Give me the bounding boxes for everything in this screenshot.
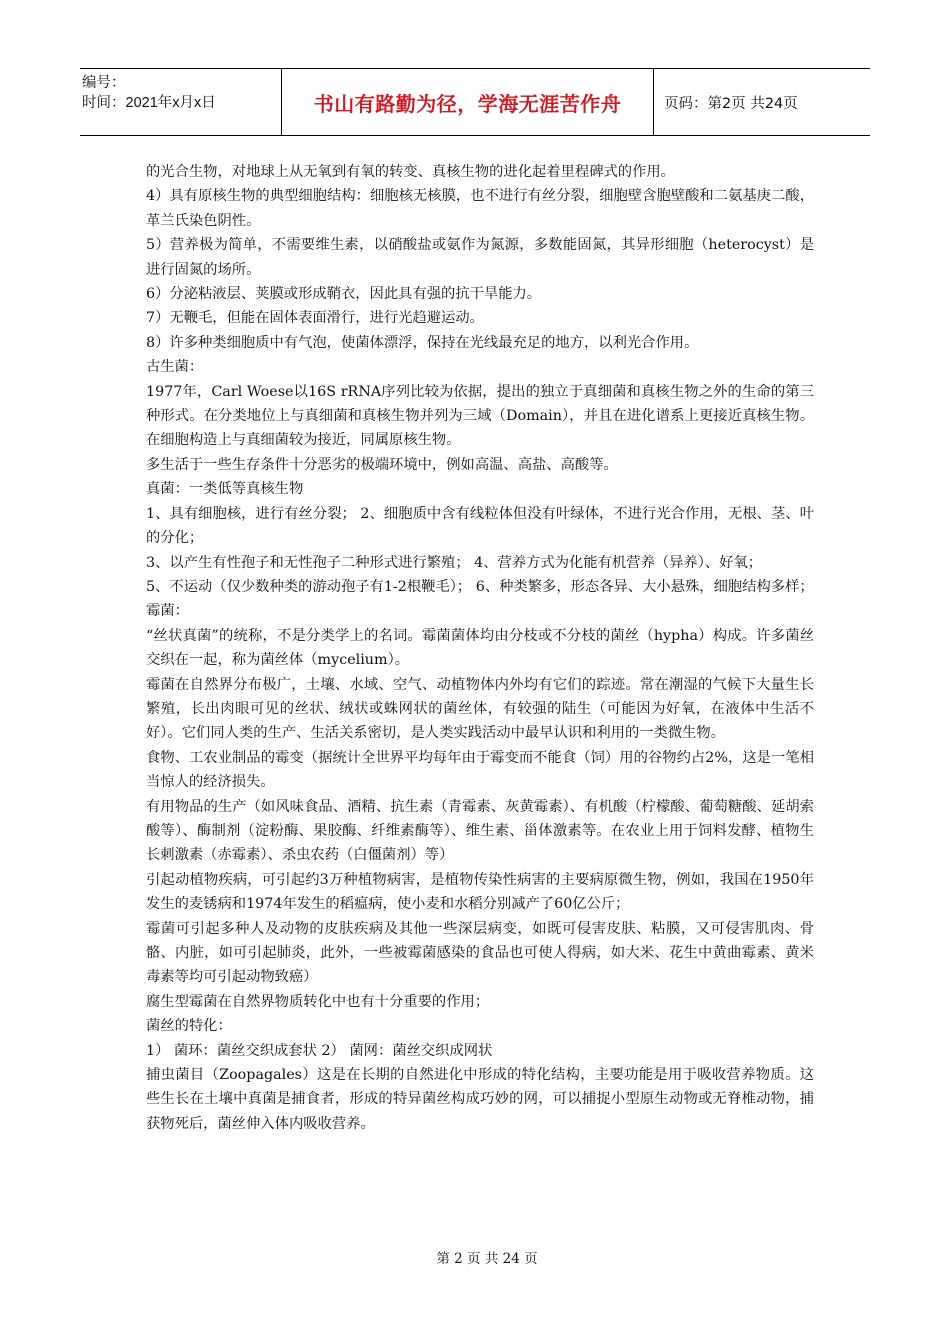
paragraph: 引起动植物疾病，可引起约3万种植物病害，是植物传染性病害的主要病原微生物，例如，我国在1950年发生的麦锈病和1974年发生的稻瘟病，使小麦和水稻分别减产了60亿公斤； — [146, 871, 814, 913]
section-heading: 真菌：一类低等真核生物 — [146, 481, 304, 498]
header-motto-cell — [282, 69, 654, 135]
document-body — [146, 160, 814, 1136]
footer-page-number: 第 2 页 共 24 页 — [436, 1251, 538, 1267]
document-number-label: 编号： — [82, 75, 126, 91]
header-motto: 书山有路勤为径，学海无涯苦作舟 — [313, 91, 622, 116]
paragraph: 8）许多种类细胞质中有气泡，使菌体漂浮，保持在光线最充足的地方，以利光合作用。 — [146, 334, 699, 351]
page-header — [80, 68, 870, 136]
paragraph: 腐生型霉菌在自然界物质转化中也有十分重要的作用； — [146, 993, 490, 1010]
paragraph: 7）无鞭毛，但能在固体表面滑行，进行光趋避运动。 — [146, 310, 484, 327]
paragraph: 5）营养极为简单，不需要维生素，以硝酸盐或氨作为氮源，多数能固氮，其异形细胞（heterocyst）是进行固氮的场所。 — [146, 237, 814, 278]
paragraph: 霉菌在自然界分布极广，土壤、水域、空气、动植物体内外均有它们的踪迹。常在潮湿的气候下大量生长繁殖，长出肉眼可见的丝状、绒状或蛛网状的菌丝体，有较强的陆生（可能因为好氧，在液体中生活不好）。它们同人类的生产、生活关系密切，是人类实践活动中最早认识和利用的一类微生物。 — [146, 676, 814, 742]
paragraph: 4）具有原核生物的典型细胞结构：细胞核无核膜，也不进行有丝分裂，细胞壁含胞壁酸和二氨基庚二酸，革兰氏染色阴性。 — [146, 188, 814, 229]
document-date-label: 时间：2021年x月x日 — [82, 95, 216, 111]
paragraph: 6）分泌粘液层、荚膜或形成鞘衣，因此具有强的抗干旱能力。 — [146, 286, 542, 303]
header-page-info: 页码：第2页 共24页 — [664, 95, 798, 112]
paragraph: 5、不运动（仅少数种类的游动孢子有1-2根鞭毛）； 6、种类繁多，形态各异、大小悬殊，细胞结构多样； — [146, 578, 814, 595]
paragraph: 的光合生物，对地球上从无氧到有氧的转变、真核生物的进化起着里程碑式的作用。 — [146, 164, 675, 180]
paragraph: 有用物品的生产（如风味食品、酒精、抗生素（青霉素、灰黄霉素）、有机酸（柠檬酸、葡萄糖酸、延胡索酸等）、酶制剂（淀粉酶、果胶酶、纤维素酶等）、维生素、甾体激素等。在农业上用于饲料发酵、植物生长刺激素（赤霉素）、杀虫农药（白僵菌剂）等） — [146, 798, 814, 864]
paragraph: “丝状真菌”的统称，不是分类学上的名词。霉菌菌体均由分枝或不分枝的菌丝（hypha）构成。许多菌丝交织在一起，称为菌丝体（mycelium）。 — [146, 627, 814, 669]
page-footer — [0, 1247, 950, 1267]
paragraph: 3、以产生有性孢子和无性孢子二种形式进行繁殖； 4、营养方式为化能有机营养（异养）、好氧； — [146, 554, 763, 571]
paragraph: 1977年，Carl Woese以16S rRNA序列比较为依据，提出的独立于真细菌和真核生物之外的生命的第三种形式。在分类地位上与真细菌和真核生物并列为三域（Domain），并且在进化谱系上更接近真核生物。在细胞构造上与真细菌较为接近，同属原核生物。 — [146, 383, 814, 449]
section-heading: 菌丝的特化： — [146, 1018, 232, 1035]
section-heading: 古生菌： — [146, 359, 204, 376]
header-page-cell — [654, 69, 870, 135]
paragraph: 多生活于一些生存条件十分恶劣的极端环境中，例如高温、高盐、高酸等。 — [146, 456, 618, 473]
paragraph: 霉菌可引起多种人及动物的皮肤疾病及其他一些深层病变，如既可侵害皮肤、粘膜，又可侵害肌肉、骨骼、内脏，如可引起肺炎，此外，一些被霉菌感染的食品也可使人得病，如大米、花生中黄曲霉素、黄米毒素等均可引起动物致癌） — [146, 920, 814, 986]
paragraph: 1、具有细胞核，进行有丝分裂； 2、细胞质中含有线粒体但没有叶绿体，不进行光合作用，无根、茎、叶的分化； — [146, 505, 814, 547]
paragraph: 捕虫菌目（Zoopagales）这是在长期的自然进化中形成的特化结构，主要功能是用于吸收营养物质。这些生长在土壤中真菌是捕食者，形成的特异菌丝构成巧妙的网，可以捕捉小型原生动物或无脊椎动物，捕获物死后，菌丝伸入体内吸收营养。 — [146, 1067, 814, 1132]
paragraph: 1） 菌环：菌丝交织成套状 2） 菌网：菌丝交织成网状 — [146, 1042, 493, 1059]
section-heading: 霉菌： — [146, 603, 189, 620]
paragraph: 食物、工农业制品的霉变（据统计全世界平均每年由于霉变而不能食（饲）用的谷物约占2%，这是一笔相当惊人的经济损失。 — [146, 749, 814, 791]
header-meta-cell — [80, 69, 282, 135]
